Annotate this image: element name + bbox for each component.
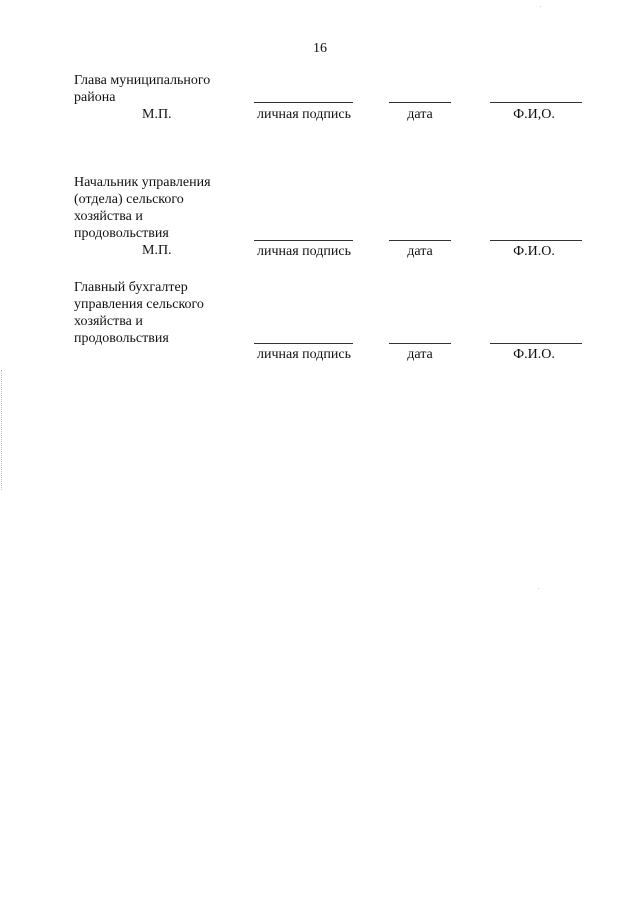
position-title <box>74 72 234 106</box>
fio-caption: Ф.И.О. <box>513 347 555 362</box>
position-title-line: (отдела) сельского <box>74 192 184 207</box>
position-title-line: района <box>74 90 116 105</box>
fio-caption: Ф.И.О. <box>513 244 555 259</box>
date-caption: дата <box>407 107 433 122</box>
fio-line <box>490 102 582 103</box>
signature-line <box>254 102 353 103</box>
position-title-line: Главный бухгалтер <box>74 280 188 295</box>
page-number: 16 <box>313 41 327 56</box>
position-title-line: продовольствия <box>74 226 169 241</box>
position-title-line: Глава муниципального <box>74 73 211 88</box>
signature-line <box>254 343 353 344</box>
position-title-line: хозяйства и <box>74 314 143 329</box>
date-line <box>389 343 451 344</box>
date-line <box>389 240 451 241</box>
scan-speck <box>538 588 539 589</box>
scan-edge-mark <box>1 370 2 490</box>
fio-line <box>490 240 582 241</box>
date-caption: дата <box>407 347 433 362</box>
fio-caption: Ф.И,О. <box>513 107 555 122</box>
position-title <box>74 174 234 242</box>
position-title-line: управления сельского <box>74 297 204 312</box>
signature-caption: личная подпись <box>257 244 351 259</box>
fio-line <box>490 343 582 344</box>
stamp-label: М.П. <box>142 243 172 258</box>
position-title <box>74 279 234 347</box>
signature-line <box>254 240 353 241</box>
scan-speck <box>540 6 541 7</box>
position-title-line: продовольствия <box>74 331 169 346</box>
position-title-line: Начальник управления <box>74 175 211 190</box>
stamp-label: М.П. <box>142 107 172 122</box>
date-line <box>389 102 451 103</box>
date-caption: дата <box>407 244 433 259</box>
position-title-line: хозяйства и <box>74 209 143 224</box>
signature-caption: личная подпись <box>257 107 351 122</box>
signature-caption: личная подпись <box>257 347 351 362</box>
